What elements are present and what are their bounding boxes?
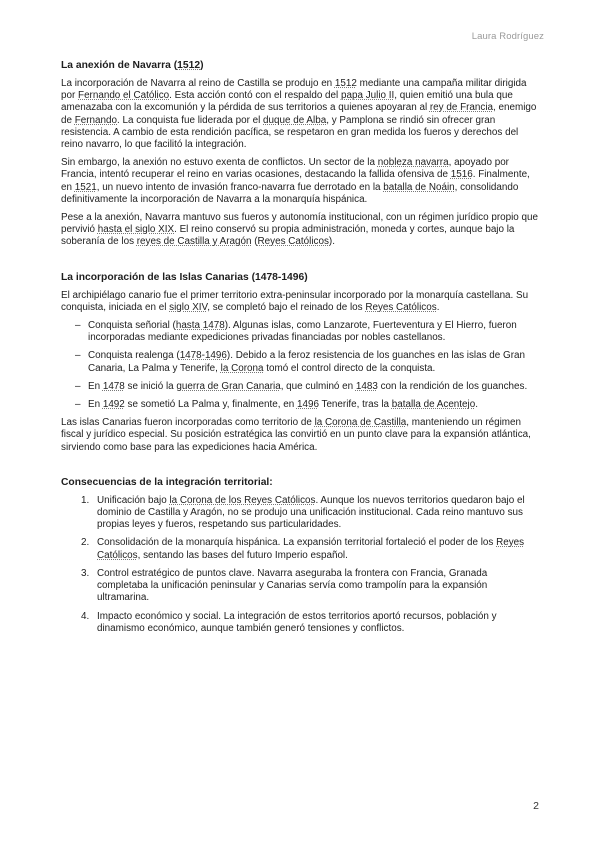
heading-canarias: La incorporación de las Islas Canarias (1478-1496)	[61, 271, 308, 283]
text-run: Las islas Canarias fueron incorporadas como territorio de	[61, 417, 315, 429]
inline-link[interactable]: rey de Francia	[429, 102, 494, 114]
text-run: con la rendición de los guanches.	[377, 380, 528, 392]
list-item-text	[97, 495, 525, 530]
inline-link[interactable]: hasta el siglo XIX	[97, 224, 175, 236]
section-consecuencias	[61, 476, 541, 635]
text-run: Tenerife, tras la	[318, 399, 392, 411]
text-run: , y Pamplona se rindió sin ofrecer gran resistencia. A cambio de esta rendición pacífica, se respetaron en gran medida los fueros y derechos del reino navarro, lo que facilitó la integración.	[61, 114, 519, 151]
dash-bullet: –	[75, 399, 81, 411]
inline-link[interactable]: Fernando el Católico	[78, 90, 170, 102]
text-run: (	[251, 236, 258, 248]
text-run: , consolidando definitivamente la incorporación de Navarra a la monarquía hispánica.	[61, 181, 519, 205]
inline-link[interactable]: 1512	[334, 78, 357, 89]
heading-navarra	[61, 59, 541, 72]
text-run: Conquista señorial (	[88, 320, 176, 332]
list-item-text	[88, 350, 525, 373]
text-run: tomó el control directo de la conquista.	[263, 362, 436, 374]
heading-navarra-close: )	[200, 60, 204, 71]
inline-link[interactable]: Reyes Católicos	[365, 301, 437, 313]
text-run: La incorporación de Navarra al reino de Castilla se produjo en	[61, 78, 335, 89]
list-item	[75, 350, 541, 374]
text-run: , quien emitió una bula que amenazaba con la excomunión y la pérdida de sus territorios a quienes apoyaran al	[61, 90, 513, 114]
navarra-paragraph-2	[61, 157, 541, 206]
list-item-text	[88, 399, 478, 410]
text-run: Consolidación de la monarquía hispánica. La expansión territorial fortaleció el poder de los	[97, 537, 497, 549]
inline-link[interactable]: reyes de Castilla y Aragón	[136, 236, 252, 248]
text-run: En	[88, 380, 103, 392]
text-run: El archipiélago canario fue el primer territorio extra-peninsular incorporado por la monarquía castellana. Su conquista, iniciada en el	[61, 289, 529, 313]
navarra-paragraph-1	[61, 78, 541, 151]
text-run: . La conquista fue liderada por el	[117, 114, 264, 126]
text-run: se sometió La Palma y, finalmente, en	[124, 399, 297, 411]
inline-link[interactable]: batalla de Noáin	[383, 181, 455, 193]
text-run: . El reino conservó su propia administración, moneda y cortes, aunque bajo la soberanía de los	[61, 224, 515, 248]
inline-link[interactable]: Fernando	[74, 114, 118, 126]
list-number: 4.	[81, 610, 90, 622]
document-body	[61, 59, 541, 641]
inline-link[interactable]: la Corona de Castilla	[314, 417, 407, 429]
inline-link[interactable]: duque de Alba	[263, 114, 327, 126]
inline-link[interactable]: Reyes Católicos	[257, 236, 329, 248]
canarias-list	[61, 320, 541, 411]
list-item	[75, 320, 541, 344]
list-item	[75, 399, 541, 411]
text-run: . Finalmente, en	[61, 169, 530, 193]
navarra-paragraph-3	[61, 212, 541, 249]
text-run: . Aunque los nuevos territorios quedaron bajo el dominio de Castilla y Aragón, no se produjo una unificación institucional. Cada reino mantuvo sus propias leyes y fueros, respetando sus particularidades.	[97, 494, 525, 531]
canarias-intro	[61, 290, 541, 314]
dash-bullet: –	[75, 320, 81, 332]
page-number: 2	[533, 800, 539, 812]
heading-navarra-year-link[interactable]: 1512	[177, 60, 201, 71]
inline-link[interactable]: 1492	[102, 399, 125, 411]
text-run: Conquista realenga (	[88, 350, 180, 362]
list-item-text	[88, 320, 517, 343]
text-run: ).	[328, 236, 335, 248]
text-run: .	[436, 301, 440, 313]
inline-link[interactable]: la Corona de los Reyes Católicos	[169, 494, 316, 506]
list-number: 3.	[81, 567, 90, 579]
inline-link[interactable]: 1478-1496	[179, 350, 227, 362]
inline-link[interactable]: 1478	[102, 380, 125, 392]
inline-link[interactable]: la Corona	[220, 362, 264, 374]
text-run: , se completó bajo el reinado de los	[207, 301, 366, 313]
list-item	[61, 611, 541, 635]
heading-consecuencias: Consecuencias de la integración territorial:	[61, 476, 273, 488]
list-item-text	[97, 611, 497, 634]
text-run: , que culminó en	[280, 380, 356, 392]
text-run: , apoyado por Francia, intentó recuperar el reino en varias ocasiones, destacando la fallida ofensiva de	[61, 157, 509, 181]
list-item-text	[88, 381, 527, 392]
text-run: mediante una campaña militar dirigida por	[61, 78, 527, 102]
text-run: ). Debido a la feroz resistencia de los guanches en las islas de Gran Canaria, La Palma y Tenerife,	[88, 350, 525, 374]
text-run: se inició la	[124, 380, 177, 392]
list-item-text	[97, 537, 524, 560]
text-run: ). Algunas islas, como Lanzarote, Fuerteventura y El Hierro, fueron incorporadas mediante expediciones privadas financiadas por nobles castellanos.	[88, 320, 517, 344]
text-run: , un nuevo intento de invasión franco-navarra fue derrotado en la	[96, 181, 384, 193]
text-run: , sentando las bases del futuro Imperio español.	[137, 549, 348, 561]
section-canarias	[61, 271, 541, 454]
section-navarra	[61, 59, 541, 249]
inline-link[interactable]: Reyes Católicos	[97, 537, 525, 561]
inline-link[interactable]: batalla de Acentejo	[391, 399, 476, 411]
text-run: Pese a la anexión, Navarra mantuvo sus fueros y autonomía institucional, con un régimen jurídico propio que pervivió	[61, 212, 539, 236]
dash-bullet: –	[75, 350, 81, 362]
inline-link[interactable]: 1496	[296, 399, 319, 411]
inline-link[interactable]: 1516	[450, 169, 473, 181]
list-item-text	[97, 568, 487, 603]
text-run: Impacto económico y social. La integración de estos territorios aportó recursos, población y dinamismo económico, aunque también generó tensiones y conflictos.	[97, 610, 497, 634]
list-item	[75, 381, 541, 393]
text-run: . Esta acción contó con el respaldo del	[169, 90, 341, 102]
consecuencias-list	[61, 495, 541, 635]
list-item	[61, 537, 541, 561]
canarias-outro	[61, 417, 541, 454]
inline-link[interactable]: nobleza navarra	[377, 157, 449, 169]
list-item	[61, 568, 541, 605]
inline-link[interactable]: 1521	[74, 181, 97, 193]
dash-bullet: –	[75, 380, 81, 392]
list-number: 2.	[81, 537, 90, 549]
list-item	[61, 495, 541, 532]
heading-navarra-text: La anexión de Navarra (	[61, 60, 178, 71]
header-author: Laura Rodríguez	[471, 31, 544, 42]
text-run: , manteniendo un régimen fiscal y jurídico especial. Su posición estratégica las convirtió en un punto clave para la expansión atlántica, sirviendo como base para las expediciones hacia América.	[61, 417, 531, 453]
text-run: Unificación bajo	[97, 494, 170, 506]
inline-link[interactable]: guerra de Gran Canaria	[176, 380, 281, 392]
text-run: Sin embargo, la anexión no estuvo exenta de conflictos. Un sector de la	[61, 157, 378, 169]
inline-link[interactable]: papa Julio II	[340, 90, 395, 102]
inline-link[interactable]: siglo XIV	[169, 301, 208, 313]
list-number: 1.	[81, 494, 90, 506]
inline-link[interactable]: 1483	[355, 380, 378, 392]
inline-link[interactable]: hasta 1478	[175, 320, 225, 332]
text-run: .	[475, 399, 478, 411]
text-run: En	[88, 399, 103, 411]
text-run: Control estratégico de puntos clave. Navarra aseguraba la frontera con Francia, Granada completaba la unificación peninsular y Canarias servía como trampolín para la expansión ultramarina.	[97, 567, 488, 604]
text-run: , enemigo de	[61, 102, 537, 126]
